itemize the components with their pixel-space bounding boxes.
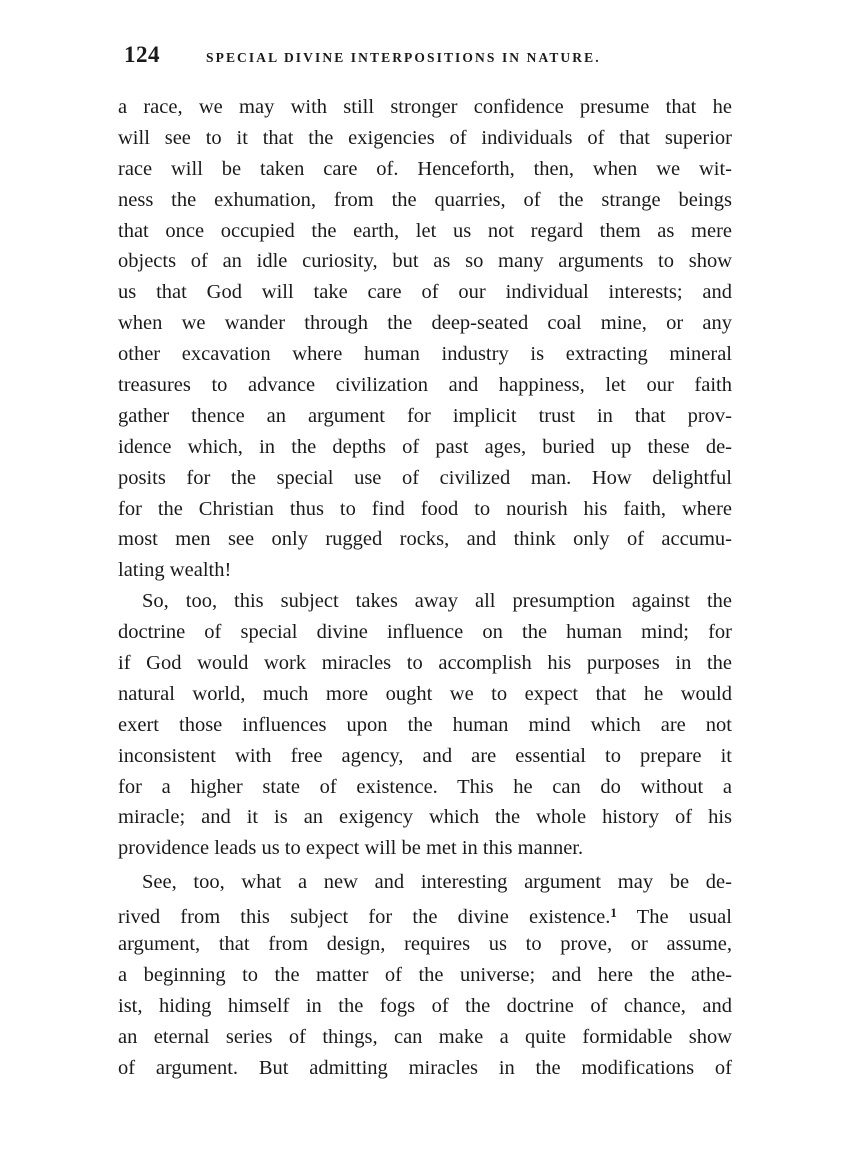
text-line: exert those influences upon the human mind which are not [118,713,732,736]
text-line: that once occupied the earth, let us not regard them as mere [118,219,732,242]
text-line: when we wander through the deep-seated coal mine, or any [118,312,732,335]
text-line: natural world, much more ought we to expect that he would [118,682,732,705]
text-line: of argument. But admitting miracles in the modifications of [118,1056,732,1079]
text-line: a race, we may with still stronger confidence presume that he [118,96,732,118]
text-line: doctrine of special divine influence on the human mind; for [118,621,732,644]
text-line: for a higher state of existence. This he can do without a [118,775,732,798]
text-line: will see to it that the exigencies of individuals of that superior [118,126,732,149]
text-line: So, too, this subject takes away all presumption against the [142,590,732,613]
text-line: providence leads us to expect will be met in this manner. [118,837,584,860]
text-line: objects of an idle curiosity, but as so many arguments to show [118,250,732,273]
text-line: for the Christian thus to find food to nourish his faith, where [118,497,732,520]
text-line: miracle; and it is an exigency which the whole history of his [118,806,732,829]
text-line: us that God will take care of our individual interests; and [118,281,732,304]
page-header [124,42,734,76]
text-fragment: rived from this subject for the divine existence. [118,906,611,929]
text-line: ness the exhumation, from the quarries, of the strange beings [118,188,732,211]
text-line: gather thence an argument for implicit trust in that prov- [118,404,732,427]
text-line: treasures to advance civilization and happiness, let our faith [118,374,732,397]
text-line: most men see only rugged rocks, and think only of accumu- [118,528,732,551]
body-text [118,92,732,1084]
paragraph [118,867,732,1083]
paragraph [118,586,732,864]
text-line: idence which, in the depths of past ages, buried up these de- [118,435,732,458]
text-line: ist, hiding himself in the fogs of the doctrine of chance, and [118,994,732,1017]
text-line: race will be taken care of. Henceforth, then, when we wit- [118,157,732,180]
text-line-with-footnote [118,898,732,929]
text-line: if God would work miracles to accomplish his purposes in the [118,652,732,675]
text-line: a beginning to the matter of the universe; and here the athe- [118,963,732,986]
text-line: other excavation where human industry is extracting mineral [118,343,732,366]
footnote-marker[interactable]: 1 [610,905,617,921]
text-line: posits for the special use of civilized man. How delightful [118,466,732,489]
paragraph [118,92,732,586]
running-head: SPECIAL DIVINE INTERPOSITIONS IN NATURE. [206,50,601,65]
page-number: 124 [124,42,160,67]
text-line: lating wealth! [118,559,232,582]
text-line: inconsistent with free agency, and are essential to prepare it [118,744,732,767]
text-line: See, too, what a new and interesting argument may be de- [142,871,732,894]
text-line: an eternal series of things, can make a quite formidable show [118,1025,732,1048]
text-fragment: The usual [636,906,732,929]
text-line: argument, that from design, requires us to prove, or assume, [118,933,732,956]
